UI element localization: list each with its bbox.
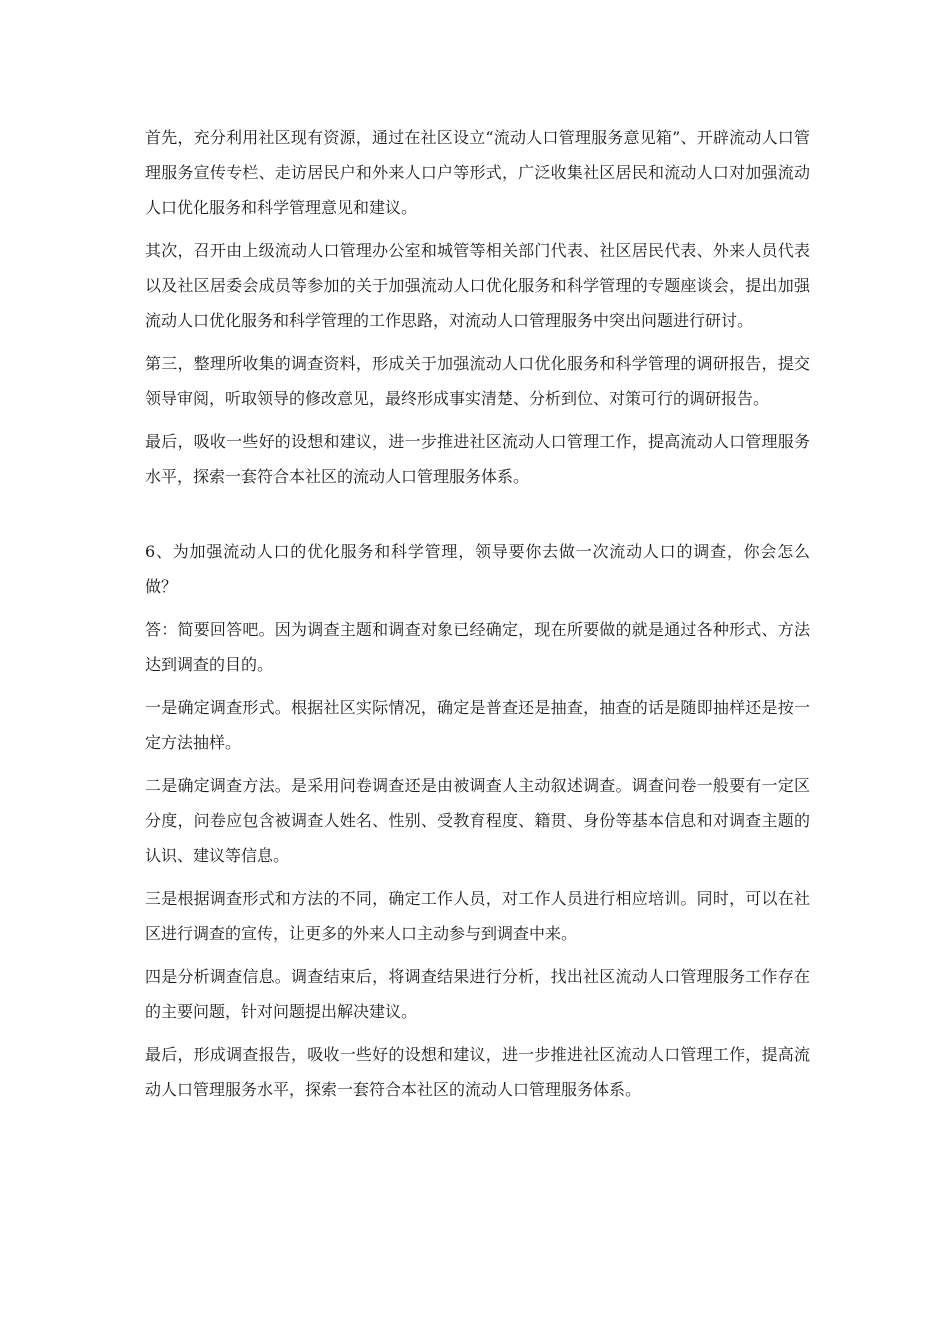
section-spacer — [145, 502, 810, 534]
paragraph-third: 第三，整理所收集的调查资料，形成关于加强流动人口优化服务和科学管理的调研报告，提交领导审阅，听取领导的修改意见，最终形成事实清楚、分析到位、对策可行的调研报告。 — [145, 354, 810, 408]
paragraph-second: 其次，召开由上级流动人口管理办公室和城管等相关部门代表、社区居民代表、外来人员代表以及社区居委会成员等参加的关于加强流动人口优化服务和科学管理的专题座谈会，提出加强流动人口优化服务和科学管理的工作思路，对流动人口管理服务中突出问题进行研讨。 — [145, 241, 810, 330]
answer-step-3: 三是根据调查形式和方法的不同，确定工作人员，对工作人员进行相应培训。同时，可以在社区进行调查的宣传，让更多的外来人口主动参与到调查中来。 — [145, 889, 810, 943]
answer-step-2: 二是确定调查方法。是采用问卷调查还是由被调查人主动叙述调查。调查问卷一般要有一定区分度，问卷应包含被调查人姓名、性别、受教育程度、籍贯、身份等基本信息和对调查主题的认识、建议等信息。 — [145, 776, 810, 865]
answer-conclusion: 最后，形成调查报告，吸收一些好的设想和建议，进一步推进社区流动人口管理工作，提高流动人口管理服务水平，探索一套符合本社区的流动人口管理服务体系。 — [145, 1045, 810, 1099]
answer-intro: 答：简要回答吧。因为调查主题和调查对象已经确定，现在所要做的就是通过各种形式、方法达到调查的目的。 — [145, 620, 810, 674]
question-heading: 6、为加强流动人口的优化服务和科学管理，领导要你去做一次流动人口的调查，你会怎么做？ — [145, 542, 810, 596]
answer-step-1: 一是确定调查形式。根据社区实际情况，确定是普查还是抽查，抽查的话是随即抽样还是按一定方法抽样。 — [145, 698, 810, 752]
answer-step-4: 四是分析调查信息。调查结束后，将调查结果进行分析，找出社区流动人口管理服务工作存在的主要问题，针对问题提出解决建议。 — [145, 967, 810, 1021]
paragraph-finally: 最后，吸收一些好的设想和建议，进一步推进社区流动人口管理工作，提高流动人口管理服务水平，探索一套符合本社区的流动人口管理服务体系。 — [145, 432, 810, 486]
document-body — [145, 120, 810, 1115]
paragraph-first: 首先，充分利用社区现有资源，通过在社区设立“流动人口管理服务意见箱”、开辟流动人口管理服务宣传专栏、走访居民户和外来人口户等形式，广泛收集社区居民和流动人口对加强流动人口优化服务和科学管理意见和建议。 — [145, 128, 810, 217]
